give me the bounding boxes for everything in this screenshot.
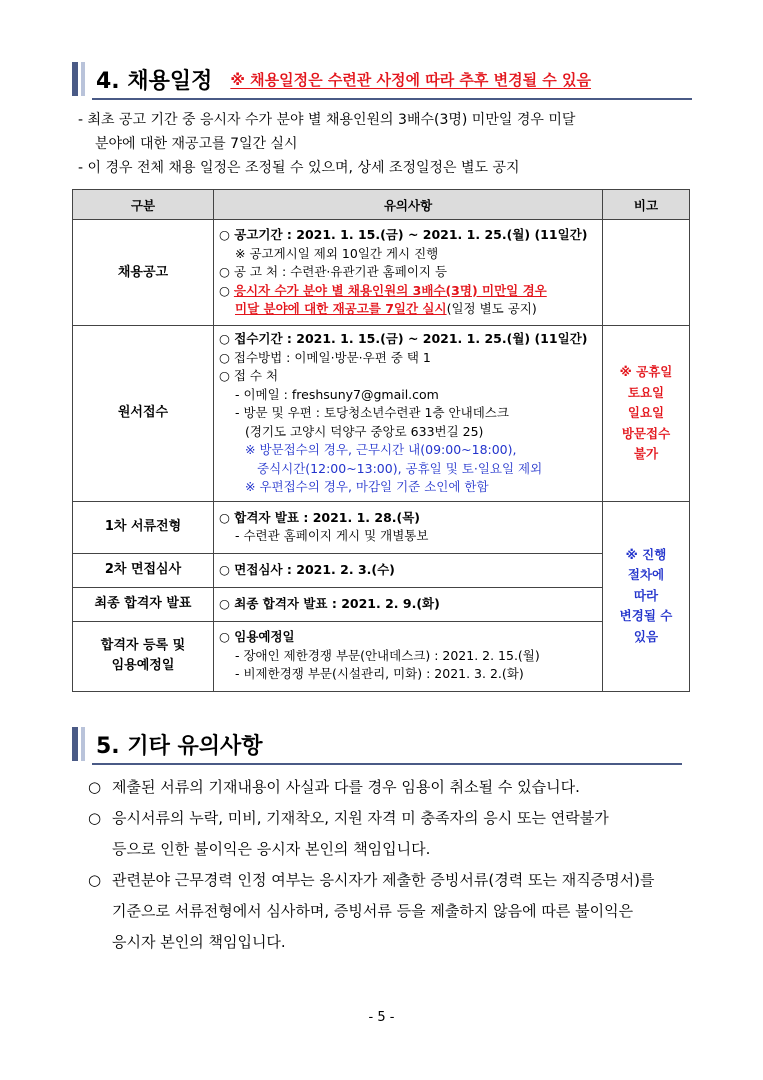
- row-remark-holiday: [603, 326, 690, 502]
- remark-line: 방문접수: [621, 425, 671, 441]
- posting-note: ※ 공고게시일 제외 10일간 게시 진행: [235, 245, 439, 261]
- repost-line-1: [219, 282, 596, 301]
- remark-line: 있음: [633, 628, 659, 644]
- application-period: ○ 접수기간 : 2021. 1. 15.(금) ~ 2021. 1. 25.(월) (11일간): [219, 331, 588, 346]
- list-item: [88, 803, 698, 834]
- row-description: [214, 220, 603, 326]
- row-category: 원서접수: [73, 326, 214, 502]
- row-description: [214, 326, 603, 502]
- row-category: 1차 서류전형: [73, 501, 214, 553]
- visit-note-1: ※ 방문접수의 경우, 근무시간 내(09:00~18:00),: [245, 442, 517, 457]
- application-address: (경기도 고양시 덕양구 중앙로 633번길 25): [245, 423, 484, 439]
- bullet-mark: ○: [219, 282, 234, 298]
- repost-schedule-note: (일정 별도 공지): [446, 301, 537, 317]
- appointment-line-1: - 장애인 제한경쟁 부문(안내데스크) : 2021. 2. 15.(월): [235, 647, 540, 663]
- visit-note-2: 중식시간(12:00~13:00), 공휴일 및 토·일요일 제외: [257, 460, 543, 476]
- row-category: 채용공고: [73, 220, 214, 326]
- remark-line: 따라: [633, 587, 659, 603]
- table-row: [73, 220, 690, 326]
- remark-line: ※ 공휴일: [619, 364, 673, 379]
- category-line-2: 임용예정일: [111, 658, 175, 673]
- category-line-1: 합격자 등록 및: [100, 638, 186, 653]
- appointment-title: ○ 임용예정일: [219, 629, 295, 645]
- bullet-text: 응시서류의 누락, 미비, 기재착오, 지원 자격 미 충족자의 응시 또는 연락불가: [112, 809, 609, 827]
- schedule-table: [72, 189, 690, 692]
- application-email: - 이메일 : freshsuny7@gmail.com: [235, 386, 439, 402]
- section-5-heading: [72, 727, 263, 761]
- repost-text-1: 응시자 수가 분야 별 채용인원의 3배수(3명) 미만일 경우: [233, 282, 547, 298]
- list-item: [88, 772, 698, 803]
- page-number: - 5 -: [368, 1010, 395, 1025]
- remark-line: 일요일: [627, 405, 665, 420]
- application-method: ○ 접수방법 : 이메일·방문·우편 중 택 1: [219, 349, 431, 365]
- remark-line: 불가: [633, 446, 659, 461]
- row-description: ○ 면접심사 : 2021. 2. 3.(수): [214, 553, 603, 587]
- list-item: [88, 865, 698, 896]
- bullet-text: 제출된 서류의 기재내용이 사실과 다를 경우 임용이 취소될 수 있습니다.: [112, 778, 580, 796]
- table-row: [73, 326, 690, 502]
- mail-note: ※ 우편접수의 경우, 마감일 기준 소인에 한함: [245, 479, 489, 494]
- table-header-row: [73, 190, 690, 220]
- table-row: [73, 621, 690, 691]
- posting-place: ○ 공 고 처 : 수련관·유관기관 홈페이지 등: [219, 264, 448, 280]
- section-4-title: 4. 채용일정: [96, 68, 213, 94]
- row-remark-procedure: [603, 501, 690, 691]
- row-remark-empty: [603, 220, 690, 326]
- repost-line-2: [219, 300, 596, 319]
- row-description: [214, 501, 603, 553]
- section-4-intro: [78, 108, 698, 180]
- row-category: 최종 합격자 발표: [73, 587, 214, 621]
- bullet-continuation: 기준으로 서류전형에서 심사하며, 증빙서류 등을 제출하지 않음에 따른 불이익은: [112, 902, 634, 920]
- bullet-text: 관련분야 근무경력 인정 여부는 응시자가 제출한 증빙서류(경력 또는 재직증명서)를: [112, 871, 655, 889]
- header-remarks: 비고: [603, 190, 690, 220]
- row-description: ○ 최종 합격자 발표 : 2021. 2. 9.(화): [214, 587, 603, 621]
- table-row: [73, 501, 690, 553]
- remark-line: 변경될 수: [619, 608, 673, 624]
- intro-line-3: - 이 경우 전체 채용 일정은 조정될 수 있으며, 상세 조정일정은 별도 공지: [78, 160, 520, 176]
- bullet-mark: ○: [88, 871, 102, 889]
- table-row: [73, 553, 690, 587]
- document-result-date: ○ 합격자 발표 : 2021. 1. 28.(목): [219, 509, 421, 525]
- intro-line-1: - 최초 공고 기간 중 응시자 수가 분야 별 채용인원의 3배수(3명) 미만일 경우 미달: [78, 112, 576, 128]
- section-4-heading: [72, 62, 591, 96]
- row-category: [73, 621, 214, 691]
- bullet-mark: ○: [88, 778, 102, 796]
- section-5-bullets: [88, 772, 698, 958]
- appointment-line-2: - 비제한경쟁 부문(시설관리, 미화) : 2021. 3. 2.(화): [235, 666, 524, 682]
- table-row: [73, 587, 690, 621]
- intro-line-2: 분야에 대한 재공고를 7일간 실시: [95, 136, 298, 152]
- header-category: 구분: [73, 190, 214, 220]
- header-notes: 유의사항: [214, 190, 603, 220]
- application-place: ○ 접 수 처: [219, 368, 279, 383]
- section-5-title: 5. 기타 유의사항: [96, 733, 263, 759]
- row-description: [214, 621, 603, 691]
- remark-line: 절차에: [627, 567, 665, 583]
- repost-text-2: 미달 분야에 대한 재공고를 7일간 실시: [235, 301, 447, 317]
- posting-period: ○ 공고기간 : 2021. 1. 15.(금) ~ 2021. 1. 25.(월) (11일간): [219, 227, 588, 243]
- bullet-mark: ○: [88, 809, 102, 827]
- bullet-continuation: 응시자 본인의 책임입니다.: [112, 933, 286, 951]
- document-result-note: - 수련관 홈페이지 게시 및 개별통보: [235, 528, 429, 543]
- row-category: 2차 면접심사: [73, 553, 214, 587]
- remark-line: ※ 진행: [625, 546, 667, 562]
- bullet-continuation: 등으로 인한 불이익은 응시자 본인의 책임입니다.: [112, 840, 431, 858]
- remark-line: 토요일: [627, 384, 665, 400]
- section-4-note: ※ 채용일정은 수련관 사정에 따라 추후 변경될 수 있음: [230, 70, 591, 89]
- application-visit-mail: - 방문 및 우편 : 토당청소년수련관 1층 안내데스크: [235, 405, 509, 420]
